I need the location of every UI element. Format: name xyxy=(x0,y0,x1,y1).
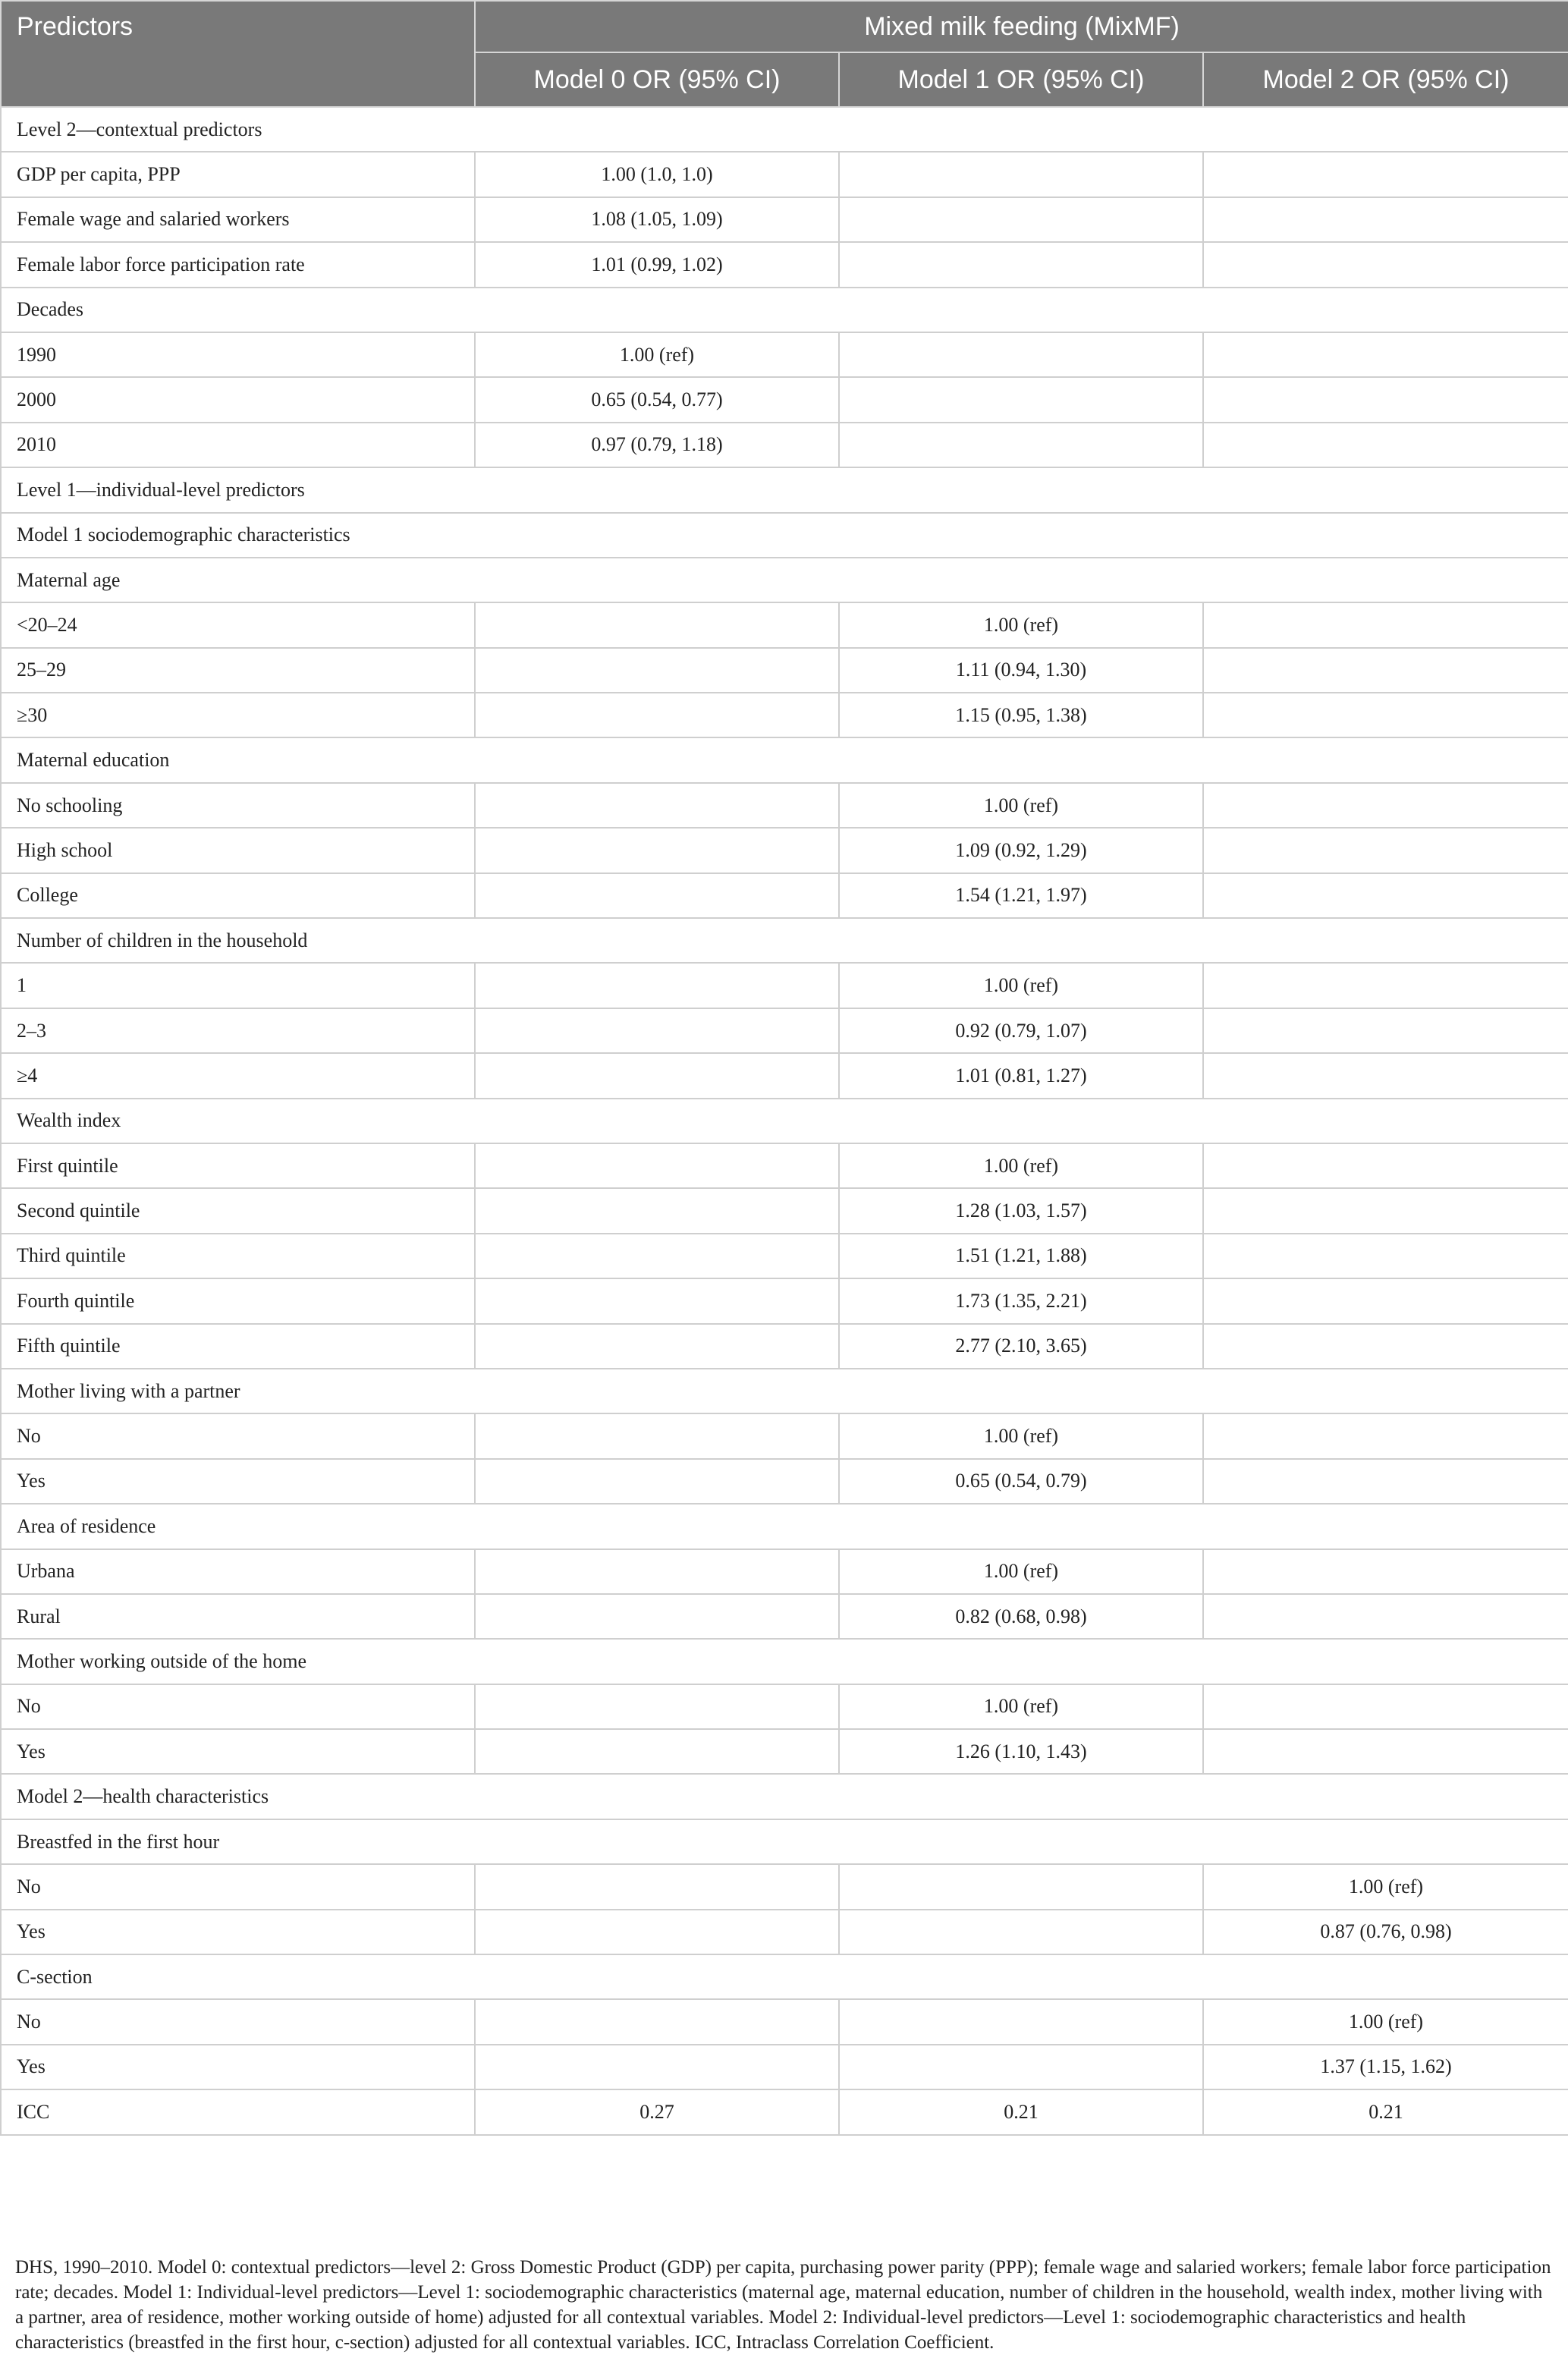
model0-value xyxy=(475,1008,839,1053)
model1-value xyxy=(839,1910,1203,1954)
model2-value xyxy=(1203,1278,1568,1323)
model0-value xyxy=(475,783,839,828)
row-label: ≥4 xyxy=(1,1053,475,1098)
row-label: Fifth quintile xyxy=(1,1324,475,1369)
section-row xyxy=(1,1819,1568,1864)
row-label: No xyxy=(1,1999,475,2044)
section-row xyxy=(1,1504,1568,1549)
table-row xyxy=(1,332,1568,377)
model1-value: 1.15 (0.95, 1.38) xyxy=(839,693,1203,737)
model2-value xyxy=(1203,423,1568,467)
table-row xyxy=(1,1864,1568,1909)
table-row xyxy=(1,377,1568,422)
model0-value xyxy=(475,2045,839,2089)
model0-value: 0.65 (0.54, 0.77) xyxy=(475,377,839,422)
table-header xyxy=(1,1,1568,107)
row-label: 1 xyxy=(1,963,475,1008)
model2-value xyxy=(1203,1594,1568,1639)
model2-value xyxy=(1203,1324,1568,1369)
table-row xyxy=(1,1053,1568,1098)
row-label: High school xyxy=(1,828,475,873)
model0-value: 1.08 (1.05, 1.09) xyxy=(475,197,839,242)
header-model0: Model 0 OR (95% CI) xyxy=(475,52,839,107)
model1-value: 0.82 (0.68, 0.98) xyxy=(839,1594,1203,1639)
table-row xyxy=(1,1549,1568,1594)
section-label: Number of children in the household xyxy=(1,918,1568,963)
section-label: Model 1 sociodemographic characteristics xyxy=(1,513,1568,558)
model0-value: 0.27 xyxy=(475,2089,839,2134)
model1-value: 1.28 (1.03, 1.57) xyxy=(839,1188,1203,1233)
model0-value: 1.00 (ref) xyxy=(475,332,839,377)
row-label: Fourth quintile xyxy=(1,1278,475,1323)
model0-value xyxy=(475,1999,839,2044)
model1-value: 0.65 (0.54, 0.79) xyxy=(839,1459,1203,1504)
model1-value xyxy=(839,377,1203,422)
model0-value xyxy=(475,1143,839,1188)
row-label: ≥30 xyxy=(1,693,475,737)
section-row xyxy=(1,1099,1568,1143)
model1-value: 1.73 (1.35, 2.21) xyxy=(839,1278,1203,1323)
model0-value: 1.00 (1.0, 1.0) xyxy=(475,152,839,197)
table-row xyxy=(1,1413,1568,1458)
model1-value: 1.11 (0.94, 1.30) xyxy=(839,648,1203,693)
section-row xyxy=(1,1369,1568,1413)
row-label: 1990 xyxy=(1,332,475,377)
row-label: ICC xyxy=(1,2089,475,2134)
header-model2: Model 2 OR (95% CI) xyxy=(1203,52,1568,107)
model1-value xyxy=(839,152,1203,197)
table-body xyxy=(1,107,1568,2135)
model2-value xyxy=(1203,963,1568,1008)
model2-value: 0.21 xyxy=(1203,2089,1568,2134)
section-label: Area of residence xyxy=(1,1504,1568,1549)
table-row xyxy=(1,2089,1568,2134)
table-row xyxy=(1,1459,1568,1504)
table-row xyxy=(1,1999,1568,2044)
model1-value: 1.51 (1.21, 1.88) xyxy=(839,1234,1203,1278)
model1-value: 0.92 (0.79, 1.07) xyxy=(839,1008,1203,1053)
table-row xyxy=(1,1594,1568,1639)
table-row xyxy=(1,242,1568,287)
row-label: College xyxy=(1,873,475,918)
model0-value xyxy=(475,693,839,737)
model2-value xyxy=(1203,873,1568,918)
row-label: No schooling xyxy=(1,783,475,828)
model0-value xyxy=(475,1864,839,1909)
model1-value: 1.00 (ref) xyxy=(839,1413,1203,1458)
table-row xyxy=(1,1188,1568,1233)
section-label: Level 1—individual-level predictors xyxy=(1,467,1568,512)
row-label: No xyxy=(1,1684,475,1729)
table-footnote: DHS, 1990–2010. Model 0: contextual predictors—level 2: Gross Domestic Product (GDP) per capita, purchasing power parity (PPP); female wage and salaried workers; female labor force participation rate; decades. Model 1: Individual-level predictors—Level 1: sociodemographic characteristics (maternal age, maternal education, number of children in the household, wealth index, mother living with a partner, area of residence, mother working outside of home) adjusted for all contextual variables. Model 2: Individual-level predictors—Level 1: sociodemographic characteristics and health characteristics (breastfed in the first hour, c-section) adjusted for all contextual variables. ICC, Intraclass Correlation Coefficient. xyxy=(15,2257,1551,2353)
model0-value: 1.01 (0.99, 1.02) xyxy=(475,242,839,287)
row-label: Yes xyxy=(1,1459,475,1504)
table-row xyxy=(1,197,1568,242)
row-label: <20–24 xyxy=(1,602,475,647)
section-label: Model 2—health characteristics xyxy=(1,1774,1568,1819)
model1-value: 1.00 (ref) xyxy=(839,602,1203,647)
section-label: Maternal education xyxy=(1,737,1568,782)
section-row xyxy=(1,737,1568,782)
table-row xyxy=(1,1234,1568,1278)
row-label: Third quintile xyxy=(1,1234,475,1278)
row-label: Yes xyxy=(1,1910,475,1954)
row-label: 25–29 xyxy=(1,648,475,693)
model1-value xyxy=(839,332,1203,377)
table-row xyxy=(1,1324,1568,1369)
table-row xyxy=(1,602,1568,647)
model2-value xyxy=(1203,828,1568,873)
table-row xyxy=(1,828,1568,873)
header-row-group xyxy=(1,1,1568,52)
table-row xyxy=(1,423,1568,467)
model0-value xyxy=(475,873,839,918)
row-label: 2–3 xyxy=(1,1008,475,1053)
model1-value: 1.00 (ref) xyxy=(839,1684,1203,1729)
model1-value: 1.00 (ref) xyxy=(839,1549,1203,1594)
model2-value xyxy=(1203,1188,1568,1233)
model2-value: 1.00 (ref) xyxy=(1203,1864,1568,1909)
model2-value xyxy=(1203,693,1568,737)
section-row xyxy=(1,1954,1568,1999)
row-label: First quintile xyxy=(1,1143,475,1188)
model0-value: 0.97 (0.79, 1.18) xyxy=(475,423,839,467)
model2-value xyxy=(1203,1008,1568,1053)
model1-value: 2.77 (2.10, 3.65) xyxy=(839,1324,1203,1369)
section-label: Level 2—contextual predictors xyxy=(1,107,1568,152)
section-row xyxy=(1,107,1568,152)
model0-value xyxy=(475,1594,839,1639)
model0-value xyxy=(475,1549,839,1594)
model0-value xyxy=(475,1459,839,1504)
model2-value xyxy=(1203,1053,1568,1098)
row-label: Urbana xyxy=(1,1549,475,1594)
section-label: Wealth index xyxy=(1,1099,1568,1143)
model2-value: 1.37 (1.15, 1.62) xyxy=(1203,2045,1568,2089)
section-label: Mother living with a partner xyxy=(1,1369,1568,1413)
model2-value xyxy=(1203,197,1568,242)
model2-value xyxy=(1203,332,1568,377)
model2-value xyxy=(1203,242,1568,287)
model2-value xyxy=(1203,152,1568,197)
header-predictors: Predictors xyxy=(1,1,475,107)
model1-value xyxy=(839,2045,1203,2089)
model2-value xyxy=(1203,1143,1568,1188)
model2-value xyxy=(1203,1684,1568,1729)
section-label: Breastfed in the first hour xyxy=(1,1819,1568,1864)
section-label: Maternal age xyxy=(1,558,1568,602)
model1-value: 1.00 (ref) xyxy=(839,783,1203,828)
row-label: Female labor force participation rate xyxy=(1,242,475,287)
model2-value xyxy=(1203,1729,1568,1774)
model0-value xyxy=(475,1278,839,1323)
model1-value xyxy=(839,423,1203,467)
row-label: Second quintile xyxy=(1,1188,475,1233)
model1-value: 1.26 (1.10, 1.43) xyxy=(839,1729,1203,1774)
row-label: 2010 xyxy=(1,423,475,467)
section-label: Mother working outside of the home xyxy=(1,1639,1568,1684)
model1-value: 1.00 (ref) xyxy=(839,1143,1203,1188)
table-row xyxy=(1,1910,1568,1954)
model0-value xyxy=(475,648,839,693)
model1-value xyxy=(839,1864,1203,1909)
model1-value: 1.54 (1.21, 1.97) xyxy=(839,873,1203,918)
model0-value xyxy=(475,1188,839,1233)
section-row xyxy=(1,288,1568,332)
row-label: GDP per capita, PPP xyxy=(1,152,475,197)
table-row xyxy=(1,1008,1568,1053)
model1-value xyxy=(839,242,1203,287)
table-row xyxy=(1,963,1568,1008)
table-row xyxy=(1,1684,1568,1729)
section-row xyxy=(1,513,1568,558)
model0-value xyxy=(475,1053,839,1098)
section-row xyxy=(1,467,1568,512)
model1-value: 1.09 (0.92, 1.29) xyxy=(839,828,1203,873)
model1-value xyxy=(839,197,1203,242)
row-label: Rural xyxy=(1,1594,475,1639)
model2-value xyxy=(1203,648,1568,693)
model0-value xyxy=(475,1324,839,1369)
section-row xyxy=(1,558,1568,602)
table-row xyxy=(1,783,1568,828)
model2-value xyxy=(1203,783,1568,828)
model2-value xyxy=(1203,1234,1568,1278)
section-row xyxy=(1,1774,1568,1819)
table-row xyxy=(1,873,1568,918)
model2-value: 0.87 (0.76, 0.98) xyxy=(1203,1910,1568,1954)
model1-value: 1.00 (ref) xyxy=(839,963,1203,1008)
table-row xyxy=(1,152,1568,197)
model0-value xyxy=(475,963,839,1008)
section-label: Decades xyxy=(1,288,1568,332)
section-label: C-section xyxy=(1,1954,1568,1999)
row-label: No xyxy=(1,1413,475,1458)
model2-value xyxy=(1203,1549,1568,1594)
model2-value xyxy=(1203,1413,1568,1458)
model0-value xyxy=(475,1413,839,1458)
model0-value xyxy=(475,602,839,647)
row-label: Yes xyxy=(1,1729,475,1774)
section-row xyxy=(1,1639,1568,1684)
table-row xyxy=(1,1143,1568,1188)
model0-value xyxy=(475,828,839,873)
row-label: Female wage and salaried workers xyxy=(1,197,475,242)
row-label: 2000 xyxy=(1,377,475,422)
model0-value xyxy=(475,1910,839,1954)
table-row xyxy=(1,2045,1568,2089)
header-model1: Model 1 OR (95% CI) xyxy=(839,52,1203,107)
table-row xyxy=(1,1729,1568,1774)
row-label: No xyxy=(1,1864,475,1909)
header-group-mixmf: Mixed milk feeding (MixMF) xyxy=(475,1,1568,52)
table-row xyxy=(1,648,1568,693)
model0-value xyxy=(475,1234,839,1278)
model1-value xyxy=(839,1999,1203,2044)
table-row xyxy=(1,693,1568,737)
model1-value: 0.21 xyxy=(839,2089,1203,2134)
model2-value xyxy=(1203,602,1568,647)
model0-value xyxy=(475,1684,839,1729)
model2-value xyxy=(1203,1459,1568,1504)
row-label: Yes xyxy=(1,2045,475,2089)
table-row xyxy=(1,1278,1568,1323)
model2-value: 1.00 (ref) xyxy=(1203,1999,1568,2044)
model2-value xyxy=(1203,377,1568,422)
section-row xyxy=(1,918,1568,963)
model0-value xyxy=(475,1729,839,1774)
model1-value: 1.01 (0.81, 1.27) xyxy=(839,1053,1203,1098)
